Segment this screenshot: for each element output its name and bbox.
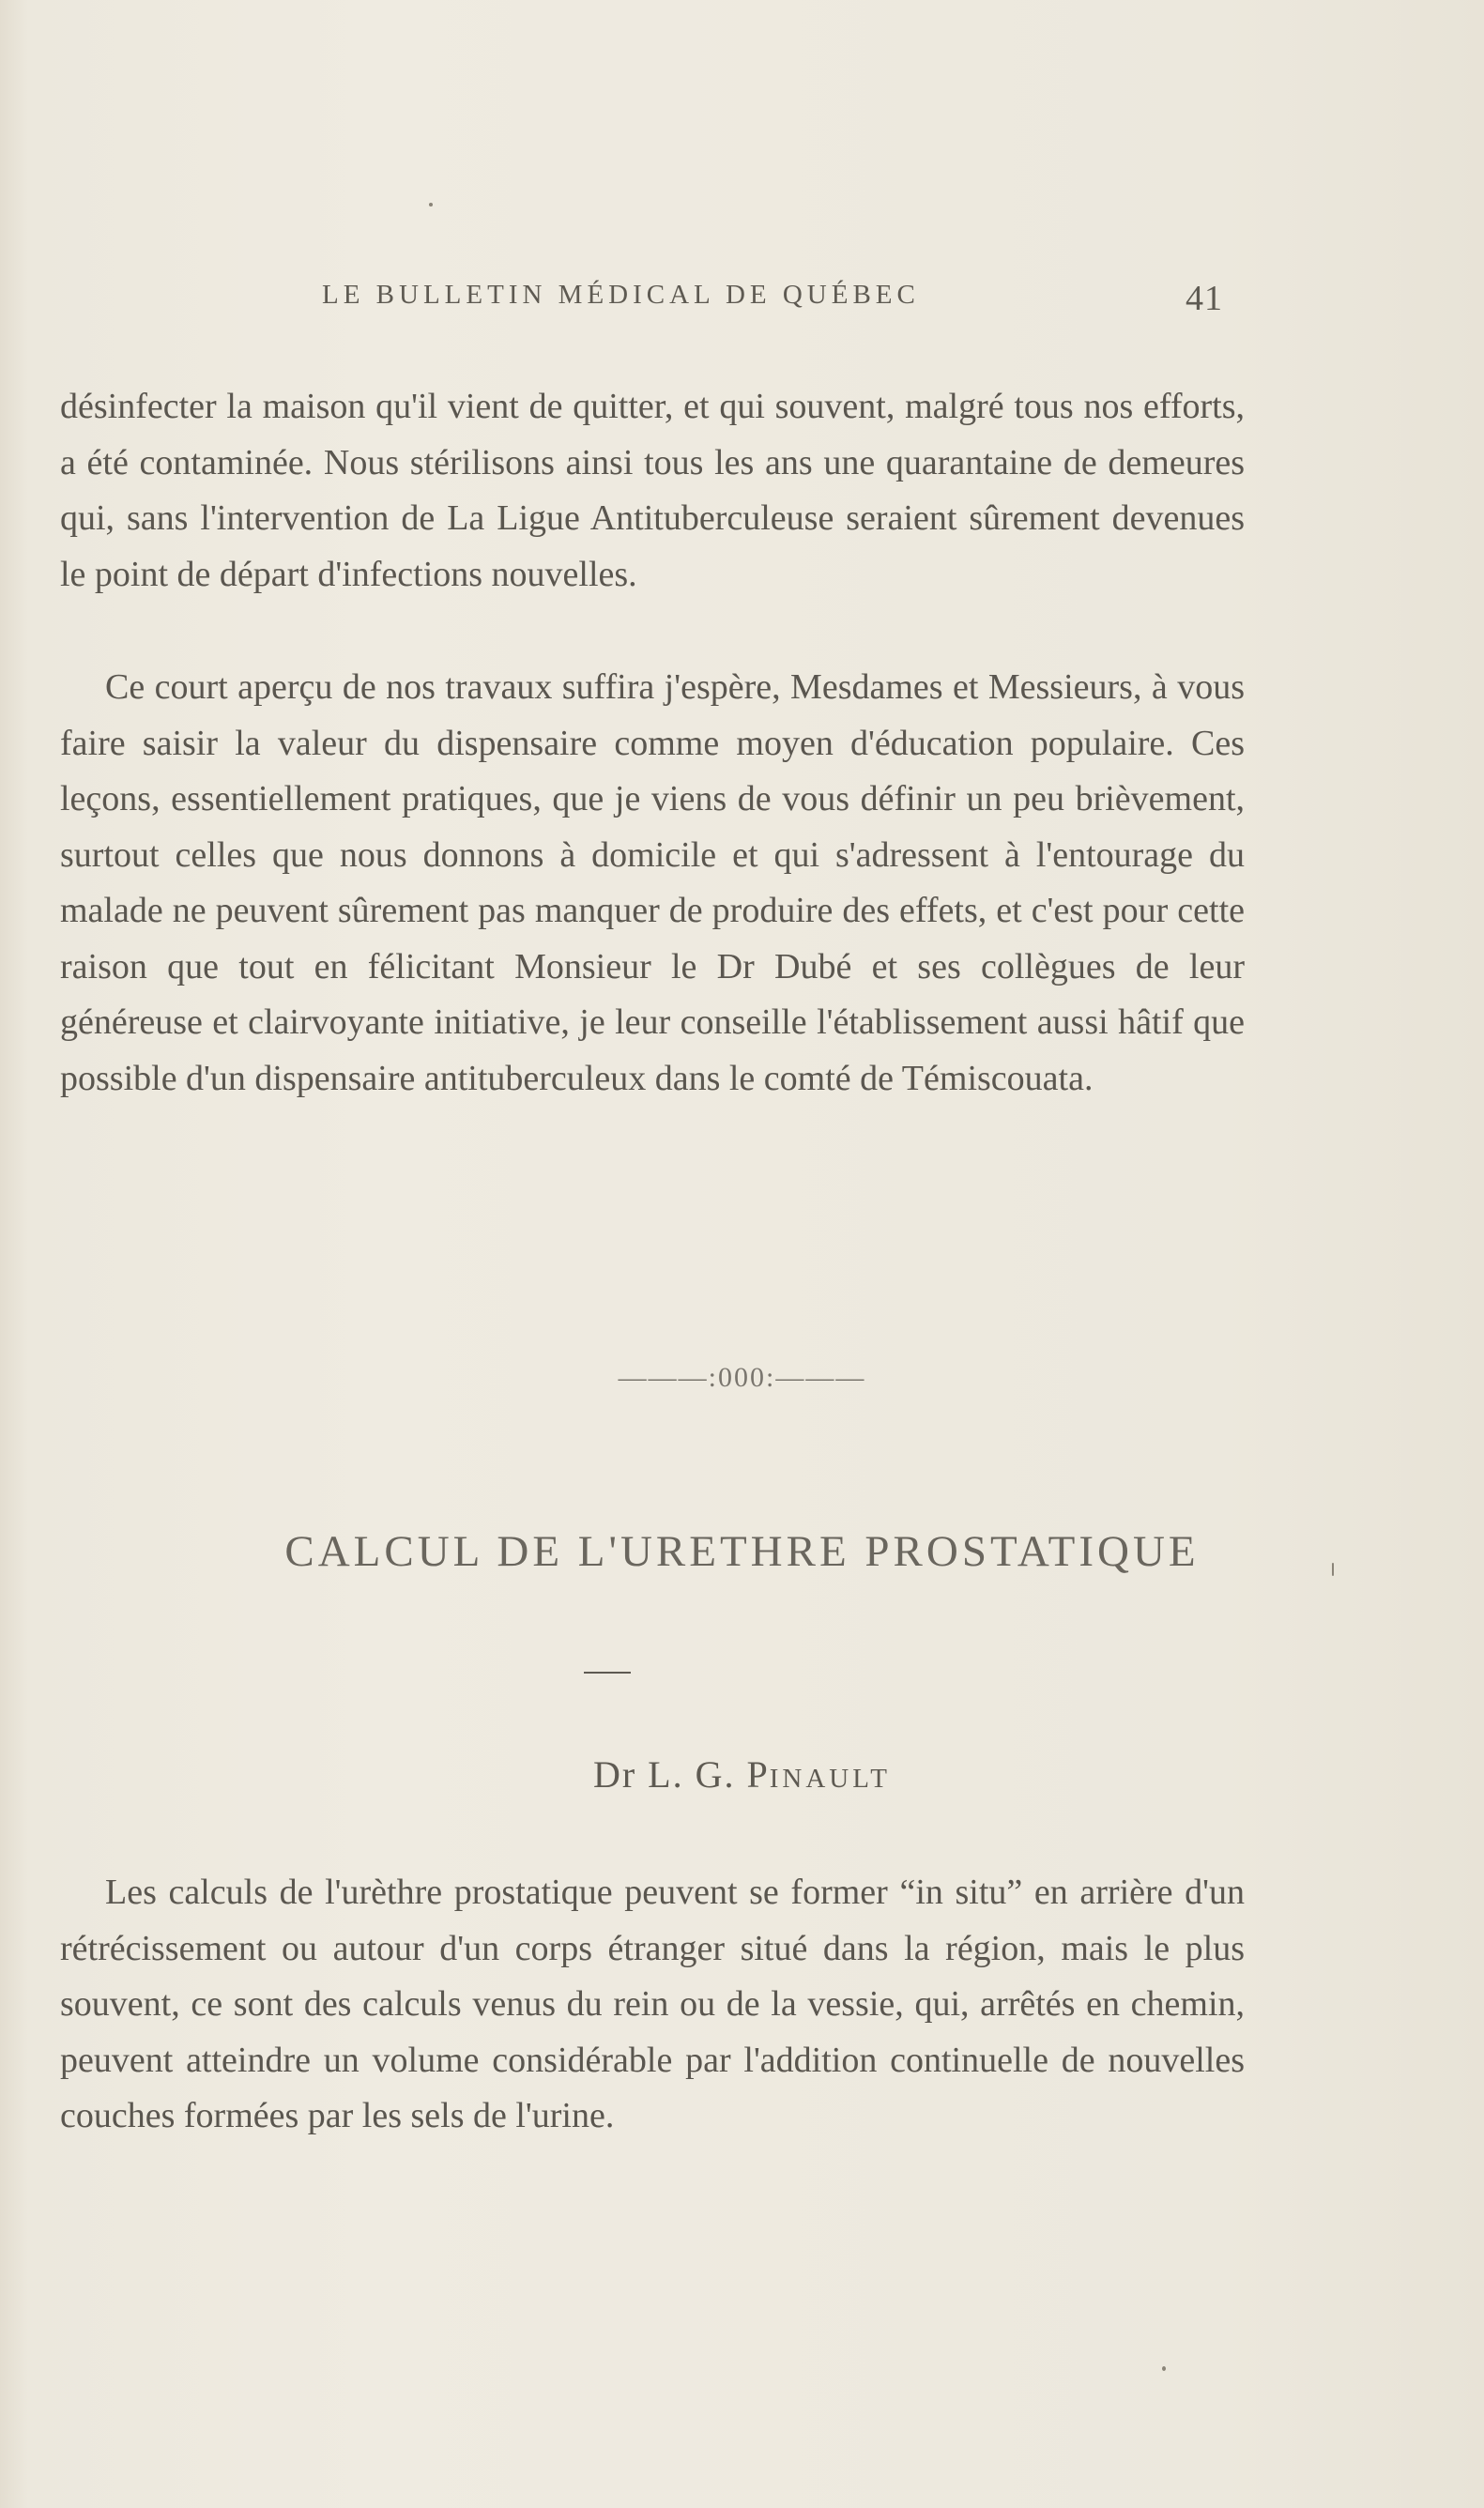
running-title: LE BULLETIN MÉDICAL DE QUÉBEC [322, 280, 920, 310]
author-small-caps: INAULT [769, 1764, 892, 1794]
section-separator: ———:000:——— [618, 1362, 866, 1393]
running-header [322, 280, 1223, 321]
article-author [0, 1752, 1484, 1797]
paragraph-dispensaire [60, 660, 1245, 1107]
author-prefix: Dr L. G. P [592, 1753, 770, 1796]
paper-speck [1162, 2366, 1166, 2371]
paragraph-calculs [60, 1865, 1245, 2145]
paragraph-text: Les calculs de l'urèthre prostatique peuvent se former “in situ” en arrière d'un rétrécissement ou autour d'un corps étranger situé dans la région, mais le plus souvent, ce sont des calculs venus du rein ou de la vessie, qui, arrêtés en chemin, peuvent atteindre un volume considérable par l'addition continuelle de nouvelles couches formées par les sels de l'urine. [60, 1873, 1245, 2135]
paragraph-continuation [60, 379, 1245, 603]
article-title: CALCUL DE L'URETHRE PROSTATIQUE [284, 1527, 1200, 1576]
paragraph-text: Ce court aperçu de nos travaux suffira j'espère, Mesdames et Messieurs, à vous faire saisir la valeur du dispensaire comme moyen d'éducation populaire. Ces leçons, essentiellement pratiques, que je viens de vous définir un peu brièvement, surtout celles que nous donnons à domicile et qui s'adressent à l'entourage du malade ne peuvent sûrement pas manquer de produire des effets, et c'est pour cette raison que tout en félicitant Monsieur le Dr Dubé et ses collègues de leur généreuse et clairvoyante initiative, je leur conseille l'établissement aussi hâtif que possible d'un dispensaire antituberculeux dans le comté de Témiscouata. [60, 667, 1245, 1098]
page-number: 41 [1186, 279, 1223, 318]
title-rule [584, 1672, 631, 1674]
paragraph-text: désinfecter la maison qu'il vient de quitter, et qui souvent, malgré tous nos efforts, a été contaminée. Nous stérilisons ainsi tous les ans une quarantaine de demeures qui, sans l'intervention de La Ligue Antituberculeuse seraient sûrement devenues le point de départ d'infections nouvelles. [60, 387, 1245, 594]
paper-speck [1332, 1563, 1334, 1576]
paper-speck [429, 203, 433, 206]
